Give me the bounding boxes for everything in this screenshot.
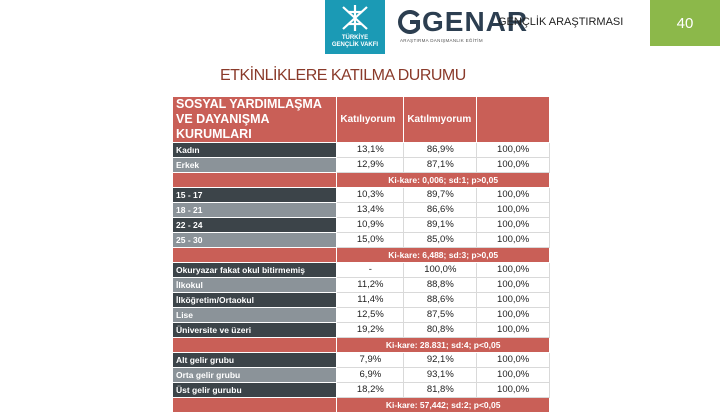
table-row <box>173 308 550 323</box>
row-label: Orta gelir grubu <box>173 368 337 383</box>
table-row <box>173 233 550 248</box>
brand-subtitle: ARAŞTIRMA DANIŞMANLIK EĞİTİM <box>400 38 483 43</box>
table-row <box>173 368 550 383</box>
chi-square-row <box>173 248 550 263</box>
row-label: Kadın <box>173 143 337 158</box>
table-heading: SOSYAL YARDIMLAŞMA VE DAYANIŞMA KURUMLARI <box>173 97 337 143</box>
cell-participate: 11,2% <box>337 278 404 293</box>
cell-participate: 11,4% <box>337 293 404 308</box>
cell-participate: - <box>337 263 404 278</box>
table-row <box>173 143 550 158</box>
row-label: Okuryazar fakat okul bitirmemiş <box>173 263 337 278</box>
cell-total: 100,0% <box>477 203 550 218</box>
table-row <box>173 383 550 398</box>
cell-participate: 19,2% <box>337 323 404 338</box>
chi-square-text: Ki-kare: 28.831; sd:4; p<0,05 <box>337 338 550 353</box>
brand-name: GENAR <box>422 6 529 37</box>
header-title: GENÇLİK ARAŞTIRMASI <box>498 16 624 28</box>
cell-participate: 12,9% <box>337 158 404 173</box>
table-row <box>173 188 550 203</box>
cell-total: 100,0% <box>477 323 550 338</box>
slide-title: ETKİNLİKLERE KATILMA DURUMU <box>220 67 466 84</box>
chi-square-row <box>173 338 550 353</box>
table-row <box>173 218 550 233</box>
cell-not-participate: 88,8% <box>404 278 477 293</box>
page-number-badge: 40 <box>650 0 720 46</box>
chi-square-text: Ki-kare: 57,442; sd:2; p<0,05 <box>337 398 550 413</box>
cell-participate: 13,4% <box>337 203 404 218</box>
cell-participate: 12,5% <box>337 308 404 323</box>
cell-not-participate: 88,6% <box>404 293 477 308</box>
row-label: Üniversite ve üzeri <box>173 323 337 338</box>
cell-not-participate: 87,1% <box>404 158 477 173</box>
row-label: Lise <box>173 308 337 323</box>
cell-participate: 13,1% <box>337 143 404 158</box>
cell-not-participate: 80,8% <box>404 323 477 338</box>
cell-not-participate: 85,0% <box>404 233 477 248</box>
cell-total: 100,0% <box>477 278 550 293</box>
col-header-not-participate: Katılmıyorum <box>404 97 477 143</box>
cell-not-participate: 86,9% <box>404 143 477 158</box>
cell-total: 100,0% <box>477 158 550 173</box>
row-label: İlköğretim/Ortaokul <box>173 293 337 308</box>
table-row <box>173 263 550 278</box>
cell-total: 100,0% <box>477 188 550 203</box>
table-row <box>173 203 550 218</box>
cell-not-participate: 81,8% <box>404 383 477 398</box>
cell-total: 100,0% <box>477 233 550 248</box>
table-row <box>173 353 550 368</box>
table-row <box>173 323 550 338</box>
cell-total: 100,0% <box>477 218 550 233</box>
stat-spacer <box>173 173 337 188</box>
tgv-logo <box>325 0 385 54</box>
table-row <box>173 158 550 173</box>
cell-not-participate: 89,1% <box>404 218 477 233</box>
cell-total: 100,0% <box>477 368 550 383</box>
participation-table <box>172 96 550 413</box>
cell-not-participate: 89,7% <box>404 188 477 203</box>
cell-not-participate: 86,6% <box>404 203 477 218</box>
stat-spacer <box>173 248 337 263</box>
cell-participate: 18,2% <box>337 383 404 398</box>
logo-line1: TÜRKİYE <box>341 35 369 41</box>
row-label: Üst gelir gurubu <box>173 383 337 398</box>
row-label: 18 - 21 <box>173 203 337 218</box>
cell-total: 100,0% <box>477 353 550 368</box>
cell-not-participate: 92,1% <box>404 353 477 368</box>
genar-mark-icon <box>398 10 420 34</box>
cell-participate: 6,9% <box>337 368 404 383</box>
row-label: 15 - 17 <box>173 188 337 203</box>
logo-line2: GENÇLİK VAKFI <box>331 42 379 48</box>
row-label: Erkek <box>173 158 337 173</box>
cell-total: 100,0% <box>477 263 550 278</box>
row-label: Alt gelir grubu <box>173 353 337 368</box>
table-row <box>173 293 550 308</box>
row-label: 25 - 30 <box>173 233 337 248</box>
col-header-total <box>477 97 550 143</box>
chi-square-text: Ki-kare: 6,488; sd:3; p>0,05 <box>337 248 550 263</box>
row-label: 22 - 24 <box>173 218 337 233</box>
table-row <box>173 278 550 293</box>
chi-square-row <box>173 398 550 413</box>
stat-spacer <box>173 338 337 353</box>
cell-not-participate: 87,5% <box>404 308 477 323</box>
cell-total: 100,0% <box>477 308 550 323</box>
cell-total: 100,0% <box>477 383 550 398</box>
table-header-row <box>173 97 550 143</box>
cell-participate: 10,9% <box>337 218 404 233</box>
cell-total: 100,0% <box>477 293 550 308</box>
col-header-participate: Katılıyorum <box>337 97 404 143</box>
cell-not-participate: 93,1% <box>404 368 477 383</box>
table-body <box>173 97 550 413</box>
row-label: İlkokul <box>173 278 337 293</box>
stat-spacer <box>173 398 337 413</box>
cell-participate: 7,9% <box>337 353 404 368</box>
chi-square-row <box>173 173 550 188</box>
cell-total: 100,0% <box>477 143 550 158</box>
cell-participate: 10,3% <box>337 188 404 203</box>
cell-not-participate: 100,0% <box>404 263 477 278</box>
tgv-emblem-icon <box>339 4 371 32</box>
cell-participate: 15,0% <box>337 233 404 248</box>
chi-square-text: Ki-kare: 0,006; sd:1; p>0,05 <box>337 173 550 188</box>
